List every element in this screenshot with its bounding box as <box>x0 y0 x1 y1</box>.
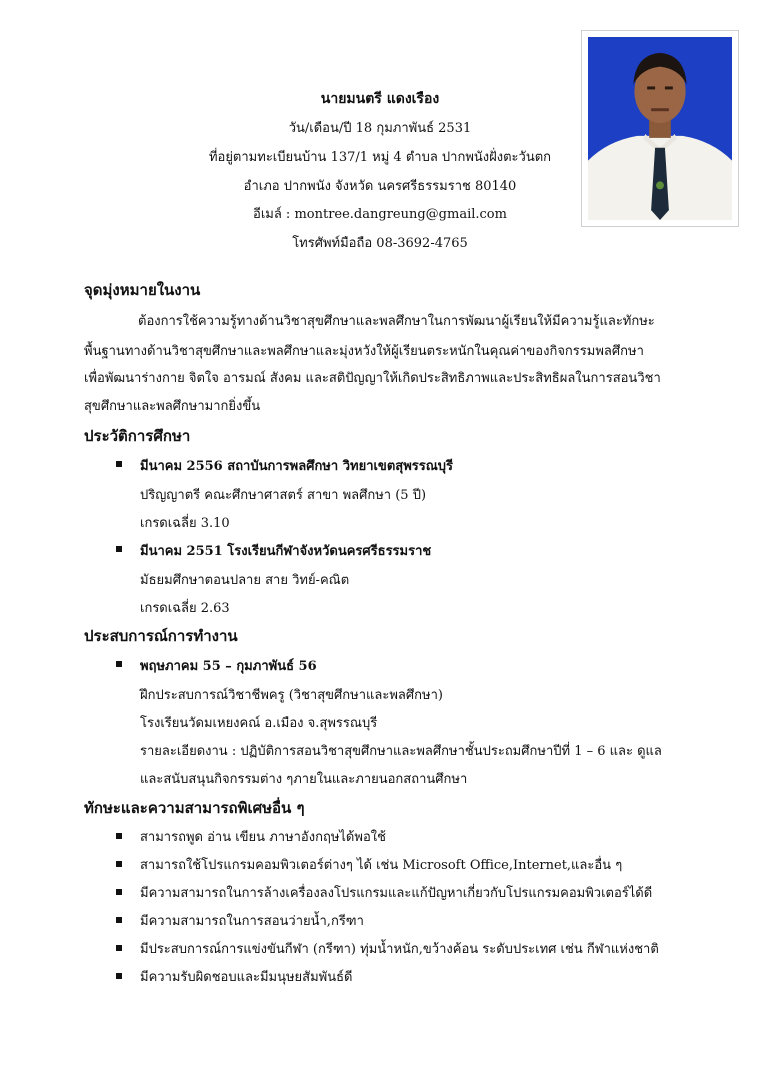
skill-item: มีความสามารถในการล้างเครื่องลงโปรแกรมและแก้ปัญหาเกี่ยวกับโปรแกรมคอมพิวเตอร์ได้ดี <box>140 886 653 901</box>
bullet-icon <box>116 546 122 552</box>
address-line-2: อำเภอ ปากพนัง จังหวัด นครศรีธรรมราช 80140 <box>243 179 517 194</box>
birthdate: วัน/เดือน/ปี 18 กุมภาพันธ์ 2531 <box>288 121 472 136</box>
email: อีเมล์ : montree.dangreung@gmail.com <box>253 207 507 222</box>
skill-item: มีความสามารถในการสอนว่ายน้ำ,กรีฑา <box>140 914 364 929</box>
education-item-line: ปริญญาตรี คณะศึกษาศาสตร์ สาขา พลศึกษา (5 ปี) <box>140 488 427 503</box>
experience-title: ประสบการณ์การทำงาน <box>84 627 238 645</box>
education-item-line: เกรดเฉลี่ย 2.63 <box>140 601 230 616</box>
skill-item: มีประสบการณ์การแข่งขันกีฬา (กรีฑา) ทุ่มน้ำหนัก,ขว้างค้อน ระดับประเทศ เช่น กีฬาแห่งชาติ <box>140 942 659 957</box>
objective-line-3: เพื่อพัฒนาร่างกาย จิตใจ อารมณ์ สังคม และสติปัญญาให้เกิดประสิทธิภาพและประสิทธิผลในการสอนวิชา <box>84 371 661 386</box>
objective-line-1: ต้องการใช้ความรู้ทางด้านวิชาสุขศึกษาและพลศึกษาในการพัฒนาผู้เรียนให้มีความรู้และทักษะ <box>138 314 655 329</box>
skills-title: ทักษะและความสามารถพิเศษอื่น ๆ <box>84 799 305 817</box>
bullet-icon <box>116 889 122 895</box>
objective-line-4: สุขศึกษาและพลศึกษามากยิ่งขึ้น <box>84 399 261 414</box>
experience-item-heading: พฤษภาคม 55 – กุมภาพันธ์ 56 <box>140 659 317 674</box>
bullet-icon <box>116 661 122 667</box>
experience-item-line: และสนับสนุนกิจกรรมต่าง ๆภายในและภายนอกสถานศึกษา <box>140 772 468 787</box>
education-title: ประวัติการศึกษา <box>84 427 191 445</box>
objective-line-2: พื้นฐานทางด้านวิชาสุขศึกษาและพลศึกษาและมุ่งหวังให้ผู้เรียนตระหนักในคุณค่าของกิจกรรมพลศึกษา <box>84 344 644 359</box>
address-line-1: ที่อยู่ตามทะเบียนบ้าน 137/1 หมู่ 4 ตำบล ปากพนังฝั่งตะวันตก <box>208 150 552 165</box>
skill-item: สามารถพูด อ่าน เขียน ภาษาอังกฤษได้พอใช้ <box>140 830 386 845</box>
experience-item-line: โรงเรียนวัดมเหยงคณ์ อ.เมือง จ.สุพรรณบุรี <box>140 716 378 731</box>
bullet-icon <box>116 833 122 839</box>
bullet-icon <box>116 945 122 951</box>
bullet-icon <box>116 461 122 467</box>
bullet-icon <box>116 861 122 867</box>
skill-item: มีความรับผิดชอบและมีมนุษยสัมพันธ์ดี <box>140 970 353 985</box>
education-item-line: มัธยมศึกษาตอนปลาย สาย วิทย์-คณิต <box>140 573 350 588</box>
skill-item: สามารถใช้โปรแกรมคอมพิวเตอร์ต่างๆ ได้ เช่น Microsoft Office,Internet,และอื่น ๆ <box>140 858 623 873</box>
objective-title: จุดมุ่งหมายในงาน <box>84 281 201 299</box>
education-item-heading: มีนาคม 2551 โรงเรียนกีฬาจังหวัดนครศรีธรรมราช <box>140 544 432 559</box>
education-item-heading: มีนาคม 2556 สถาบันการพลศึกษา วิทยาเขตสุพรรณบุรี <box>140 459 454 474</box>
education-item-line: เกรดเฉลี่ย 3.10 <box>140 516 230 531</box>
experience-item-line: ฝึกประสบการณ์วิชาชีพครู (วิชาสุขศึกษาและพลศึกษา) <box>140 688 443 703</box>
bullet-icon <box>116 973 122 979</box>
experience-item-line: รายละเอียดงาน : ปฏิบัติการสอนวิชาสุขศึกษาและพลศึกษาชั้นประถมศึกษาปีที่ 1 – 6 และ ดูแล <box>140 744 662 759</box>
bullet-icon <box>116 917 122 923</box>
phone: โทรศัพท์มือถือ 08-3692-4765 <box>292 236 468 251</box>
person-name: นายมนตรี แดงเรือง <box>320 91 440 107</box>
